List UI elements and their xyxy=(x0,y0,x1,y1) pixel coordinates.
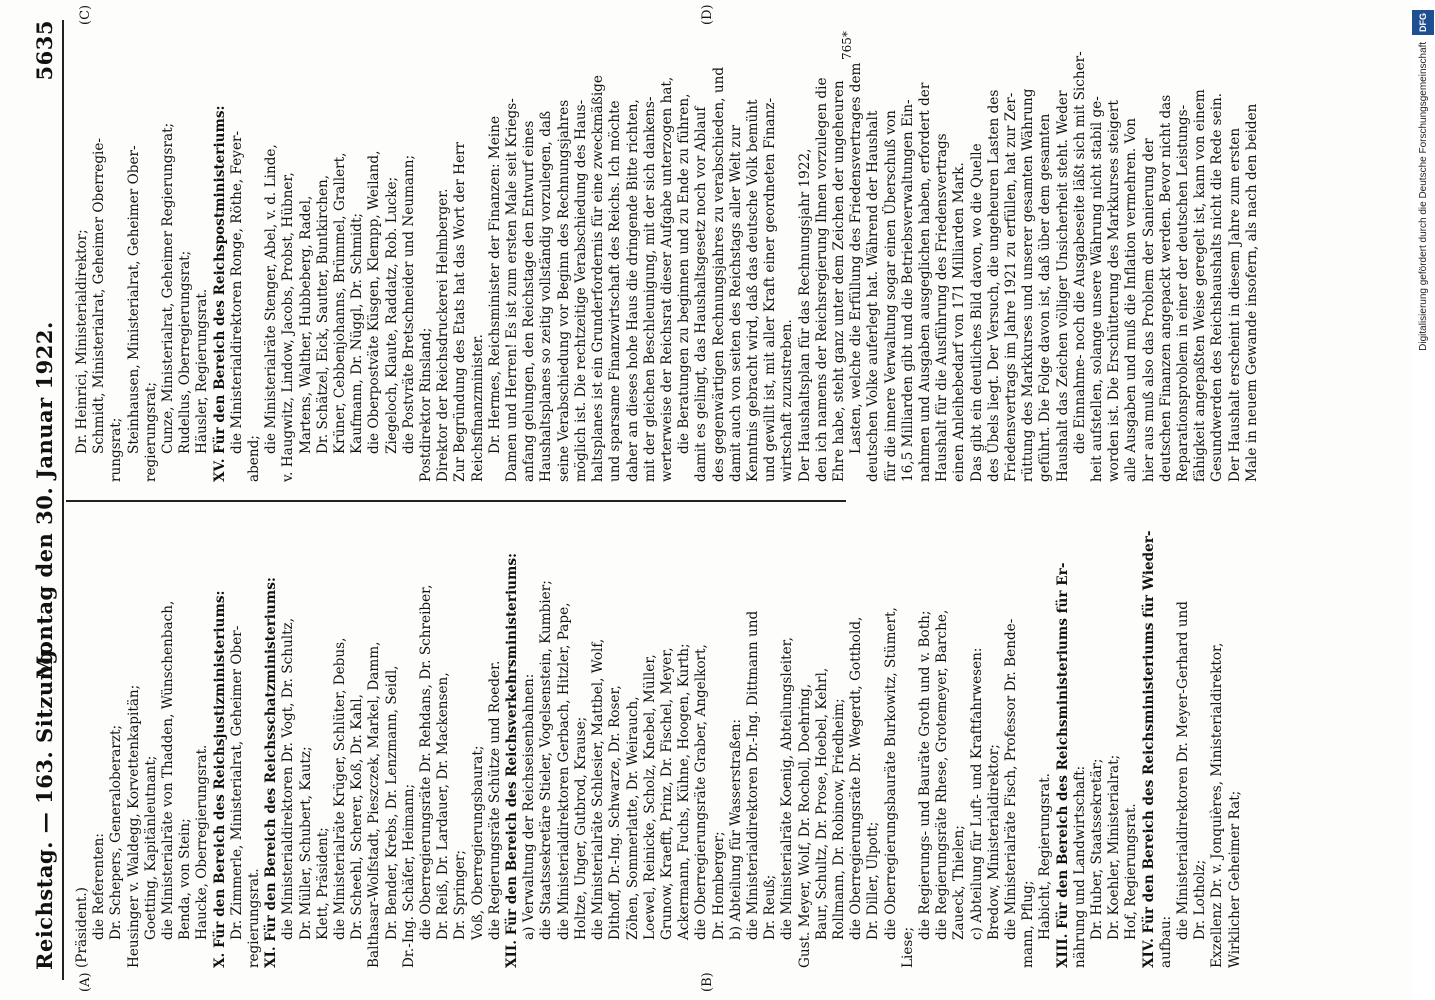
text-line: die Ministerialräte Koenig, Abteilungsleiter, xyxy=(779,637,796,940)
text-line: Dr. Heinrici, Ministerialdirektor; xyxy=(74,229,90,454)
text-line: Dithoff, Dr.-Ing. Schwarze, Dr. Roser, xyxy=(607,685,624,940)
text-line: den ich namens der Reichsregierung Ihnen vorzulegen die xyxy=(813,77,830,482)
margin-marker-d: (D) xyxy=(700,4,715,25)
text-line: Dr. Diller, Ulpott; xyxy=(865,821,882,940)
text-line: deutschen Volke auferlegt hat. Während der Haushalt xyxy=(865,110,882,482)
margin-marker-b: (B) xyxy=(700,972,715,992)
text-line: die Ministerialdirektoren Dr. Vogt, Dr. Schultz, xyxy=(280,617,297,940)
text-line: XV. Für den Bereich des Reichspostministeriums: xyxy=(211,105,228,482)
text-line: Grunow, Kraefft, Prinz, Dr. Fischel, Meyer, xyxy=(658,647,675,940)
margin-marker-c: (C) xyxy=(78,4,93,25)
text-line: Damen und Herren! Es ist zum ersten Male seit Kriegs- xyxy=(504,98,521,482)
text-line: Exzellenz Dr. v. Jonquières, Ministerialdirektor, xyxy=(1209,642,1226,968)
text-line: möglich ist. Die rechtzeitige Verabschiedung des Haus- xyxy=(572,99,589,482)
text-line: Klett, Präsident; xyxy=(314,827,331,940)
text-line: Dr. Müller, Schubert, Kautz; xyxy=(297,746,314,940)
text-line: XII. Für den Bereich des Reichsverkehrsministeriums: xyxy=(504,552,521,968)
text-line: Kaufmann, Dr. Nüggl, Dr. Schmidt; xyxy=(349,213,366,454)
text-line: die Oberregierungsräte Dr. Wegerdt, Gotthold, xyxy=(848,616,865,940)
text-line: XI. Für den Bereich des Reichsschatzministeriums: xyxy=(263,577,280,968)
text-line: nahmen und Ausgaben ausgeglichen haben, erfordert der xyxy=(916,82,933,482)
margin-marker-a: (A) xyxy=(78,972,93,992)
text-line: die Beratungen zu beginnen und zu Ende zu führen, xyxy=(676,93,693,454)
text-line: Dr.-Ing. Schäfer, Heimann; xyxy=(400,783,417,968)
text-line: einen Anleihebedarf von 171 Milliarden Mark. xyxy=(951,162,968,482)
text-line: v. Haugwitz, Lindow, Jacobs, Probst, Hübner, xyxy=(280,172,297,482)
text-line: Der Haushaltsplan für das Rechnungsjahr 1922, xyxy=(796,148,813,482)
text-line: X. Für den Bereich des Reichsjustizministeriums: xyxy=(211,590,228,968)
text-line: heit aufstellen, solange unsere Währung nicht stabil ge- xyxy=(1088,96,1105,482)
text-line: die Ministerialdirektoren Dr.-Ing. Dittmann und xyxy=(744,610,761,940)
text-line: Der Haushalt erscheint in diesem Jahre zum ersten xyxy=(1226,127,1243,482)
text-line: Voß, Oberregierungsbaurat; xyxy=(469,745,486,940)
header-date: Montag den 30. Januar 1922. xyxy=(32,321,57,679)
text-line: Dr. Hermes, Reichsminister der Finanzen: Meine xyxy=(486,115,503,454)
text-line: Heusinger v. Waldegg, Korvettenkapitän; xyxy=(125,684,142,968)
text-line: Goetting, Kapitänleutnant; xyxy=(142,755,159,940)
text-line: Direktor der Reichsdruckerei Helmberger. xyxy=(435,188,452,482)
text-line: Haushalt das Zeichen völliger Unsicherheit steht. Weder xyxy=(1054,90,1071,482)
text-line: b) Abteilung für Wasserstraßen: xyxy=(727,718,744,940)
text-line: die Ministerialräte von Thadden, Wünschenbach, xyxy=(160,600,177,940)
text-line: für die innere Verwaltung sogar einen Überschuß von xyxy=(882,110,899,482)
text-line: haltsplanes ist ein Grunderfordernis für eine zweckmäßige xyxy=(590,75,607,482)
text-line: Rollmann, Dr. Robinow, Friedheim; xyxy=(830,698,847,940)
text-line: Holtze, Unger, Gutbrod, Krause; xyxy=(572,716,589,940)
text-line: die Ministerialräte Fisch, Professor Dr. Bende- xyxy=(1002,618,1019,940)
text-line: die Ministerialdirektoren Dr. Meyer-Gerhard und xyxy=(1175,601,1191,940)
text-line: Reichsfinanzminister. xyxy=(469,334,486,482)
text-line: die Regierungsräte Schütze und Roeder. xyxy=(486,660,503,940)
digitization-text: Digitalisierung gefördert durch die Deutsche Forschungsgemeinschaft xyxy=(1418,41,1429,351)
page-number: 5635 xyxy=(32,20,57,81)
text-line: die Regierungsräte Rhese, Grotemeyer, Barche, xyxy=(934,609,951,940)
text-line: deutschen Finanzen angepackt werden. Bevor nicht das xyxy=(1157,94,1174,482)
text-line: Lasten, welche die Erfüllung des Friedensvertrages dem xyxy=(848,62,865,454)
header-rule xyxy=(62,20,64,980)
header-session: Reichstag. — 163. Sitzung. xyxy=(32,641,57,970)
text-line: werterweise der Reichsrat dieser Aufgabe unterzogen hat, xyxy=(658,76,675,482)
text-line: rungsrat; xyxy=(108,417,125,482)
text-line: die Ministerialdirektoren Ronge, Röthe, Feyer- xyxy=(228,130,245,454)
text-line: Dr. Schepers, Generaloberarzt; xyxy=(108,724,125,940)
text-line: die Oberregierungsbauräte Burkowitz, Stümert, xyxy=(882,607,899,940)
text-line: XIV. Für den Bereich des Reichsministeriums für Wieder- xyxy=(1140,530,1157,968)
text-line: Haushalt für die Ausführung des Friedensvertrags xyxy=(934,133,951,482)
text-line: Liese; xyxy=(899,926,916,968)
text-line: Postdirektor Rinsland; xyxy=(418,327,435,482)
text-line: Dr. Bender, Krebs, Dr. Lenzmann, Seidl, xyxy=(383,665,400,940)
text-line: Krüner, Cebbenjohanns, Brümmel, Grallert, xyxy=(332,152,349,454)
text-line: Cunze, Ministerialrat, Geheimer Regierungsrat; xyxy=(160,122,177,454)
text-line: Das gibt ein deutliches Bild davon, wo die Quelle xyxy=(968,143,985,482)
text-line: seine Verabschiedung vor Beginn des Rechnungsjahres xyxy=(555,99,572,482)
text-line: und sparsame Finanzwirtschaft des Reichs. Ich möchte xyxy=(607,100,624,482)
text-line: die Staatssekretäre Stieler, Vogelsenstein, Kumbier; xyxy=(538,580,555,940)
text-line: Steinhausen, Ministerialrat, Geheimer Ober- xyxy=(125,145,142,454)
text-line: Dr. Zimmerle, Ministerialrat, Geheimer Ober- xyxy=(228,625,245,940)
text-line: regierungsrat. xyxy=(246,868,263,968)
text-line: Dr. Lotholz; xyxy=(1192,859,1209,940)
text-line: Bredow, Ministerialdirektor; xyxy=(985,744,1002,940)
text-line: (Präsident.) xyxy=(74,887,90,968)
text-line: die Einnahme- noch die Ausgabeseite läßt sich mit Sicher- xyxy=(1071,51,1088,454)
text-line: des Übels liegt. Der Versuch, die ungeheuren Lasten des xyxy=(985,89,1002,482)
text-line: Dr. Reuß; xyxy=(762,874,779,940)
text-line: fähigkeit angepaßten Weise geregelt ist, kann von einem xyxy=(1192,89,1209,482)
text-line: Dr. Scheehl, Scherer, Koß, Dr. Kahl, xyxy=(349,694,366,940)
text-line: a) Verwaltung der Reichseisenbahnen: xyxy=(521,673,538,940)
text-line: Kenntnis gebracht wird, daß das deutsche Volk bemüht xyxy=(744,99,761,482)
text-line: abend; xyxy=(246,435,263,482)
text-line: regierungsrat; xyxy=(142,382,159,482)
text-line: Haucke, Oberregierungsrat. xyxy=(194,744,211,940)
text-line: Balthasar-Wolfstadt, Pieszczek, Markel, Damm, xyxy=(366,641,383,968)
text-line: Wirklicher Geheimer Rat; xyxy=(1226,790,1243,968)
text-line: Gesundwerden des Reichshaushalts nicht die Rede sein. xyxy=(1209,92,1226,482)
text-line: Friedensvertrags im Jahre 1921 zu erfüllen, hat zur Zer- xyxy=(1002,92,1019,482)
text-line: Habicht, Regierungsrat. xyxy=(1037,773,1054,940)
text-line: rüttung des Markkurses und unserer gesamten Währung xyxy=(1020,88,1037,482)
text-line: und gewillt ist, mit aller Kraft einer geordneten Finanz- xyxy=(762,97,779,482)
text-line: daher an dieses hohe Haus die dringende Bitte richten, xyxy=(624,99,641,482)
text-line: Baur, Schultz, Dr. Prose, Hoebel, Kehrl, xyxy=(813,667,830,940)
text-line: Zaueck, Thielen; xyxy=(951,825,968,940)
text-line: Zur Begründung des Etats hat das Wort der Herr xyxy=(452,141,469,482)
text-line: Dr. Schätzel, Eick, Sautter, Buntkirchen, xyxy=(314,174,331,454)
right-text-column xyxy=(74,44,1260,482)
text-line: mann, Pflug; xyxy=(1020,880,1037,968)
text-line: mit der gleichen Beschleunigung, mit der sich dankens- xyxy=(641,96,658,482)
text-line: Ehre habe, steht ganz unter dem Zeichen der ungeheuren xyxy=(830,80,847,482)
dfg-logo: DFG xyxy=(1412,10,1434,35)
text-line: Hof, Regierungsrat. xyxy=(1123,803,1140,940)
text-line: die Postvräte Bretschneider und Neumann; xyxy=(400,154,417,454)
text-line: Gust. Meyer, Wolf, Dr. Rocholl, Doehring, xyxy=(796,683,813,968)
text-line: die Referenten: xyxy=(91,833,108,940)
left-text-column xyxy=(74,530,1243,968)
text-line: Schmidt, Ministerialrat, Geheimer Oberregie- xyxy=(91,137,108,454)
text-line: XIII. Für den Bereich des Reichsministeriums für Er- xyxy=(1054,562,1071,968)
text-line: Loewel, Reinicke, Scholz, Knebel, Müller, xyxy=(641,654,658,940)
text-line: die Ministerialräte Schlesier, Mattbel, Wolf, xyxy=(590,638,607,940)
text-line: Dr. Koehler, Ministerialrat; xyxy=(1106,754,1123,940)
text-line: Häusler, Regierungsrat. xyxy=(194,288,211,454)
text-line: anfang gelungen, den Reichstage den Entwurf eines xyxy=(521,120,538,482)
text-line: die Oberpostväte Küsgen, Klempp, Weiland, xyxy=(366,150,383,454)
text-line: die Ministerialräte Stenger, Abel, v. d. Linde, xyxy=(263,144,280,454)
text-line: des gegenwärtigen Rechnungsjahres zu verabschieden, und xyxy=(710,66,727,482)
text-line: Male in neuem Gewande insofern, als nach den beiden xyxy=(1243,103,1260,482)
text-line: die Oberregierungsräte Dr. Rehdans, Dr. Schreiber, xyxy=(418,584,435,940)
text-line: Haushaltsplanes so zeitig vollständig vorzulegen, daß xyxy=(538,110,555,482)
text-line: damit auch von seiten des Reichstags aller Welt zur xyxy=(727,125,744,482)
text-line: Martens, Walther, Hubbeberg, Radel, xyxy=(297,195,314,454)
text-line: die Oberregierungsräte Graber, Angelkort, xyxy=(693,644,710,940)
text-line: hier aus muß also das Problem der Sanierung der xyxy=(1140,138,1157,482)
text-line: die Ministerialdirektoren Gerbach, Hitzler, Pape, xyxy=(555,602,572,940)
text-line: damit es gelingt, das Haushaltsgesetz noch vor Ablauf xyxy=(693,106,710,482)
text-line: 16,5 Milliarden gibt und die Betriebsverwaltungen Ein- xyxy=(899,99,916,482)
text-line: die Ministerialräte Krüger, Schlüter, Debus, xyxy=(332,637,349,940)
signature-mark: 765* xyxy=(840,31,854,60)
text-line: Dr. Reiß, Dr. Lardauer, Dr. Mackensen, xyxy=(435,672,452,940)
text-line: wirtschaft zuzustreben. xyxy=(779,319,796,482)
text-line: aufbau: xyxy=(1157,915,1174,968)
text-line: Ziegeloch, Klaute, Raddatz, Rob. Lucke; xyxy=(383,176,400,454)
text-line: Rudellus, Oberregierungsrat; xyxy=(177,250,194,454)
text-line: c) Abteilung für Luft- und Kraftfahrwesen: xyxy=(968,647,985,940)
text-line: Zöhen, Sommerlatte, Dr. Weirauch, xyxy=(624,696,641,940)
text-line: Reparationsproblem in einer der deutschen Leistungs- xyxy=(1175,104,1191,482)
text-line: die Regierungs- und Bauräte Groth und v. Both; xyxy=(916,610,933,940)
text-line: Benda, von Stein; xyxy=(177,818,194,940)
text-line: Dr. Springer; xyxy=(452,850,469,940)
digitization-note xyxy=(1412,0,1434,1000)
text-line: nährung und Landwirtschaft: xyxy=(1071,765,1088,968)
text-line: Dr. Homberger; xyxy=(710,831,727,940)
text-line: geführt. Die Folge davon ist, daß über dem gesamten xyxy=(1037,113,1054,482)
text-line: alle Ausgaben und muß die Inflation vermehren. Von xyxy=(1123,117,1140,482)
column-divider xyxy=(66,500,846,502)
text-line: worden ist. Die Erschütterung des Markkurses steigert xyxy=(1106,100,1123,482)
text-line: Dr. Huber, Staatssekretär; xyxy=(1088,758,1105,940)
text-line: Ackermann, Fuchs, Kühne, Hoogen, Kurth; xyxy=(676,643,693,940)
